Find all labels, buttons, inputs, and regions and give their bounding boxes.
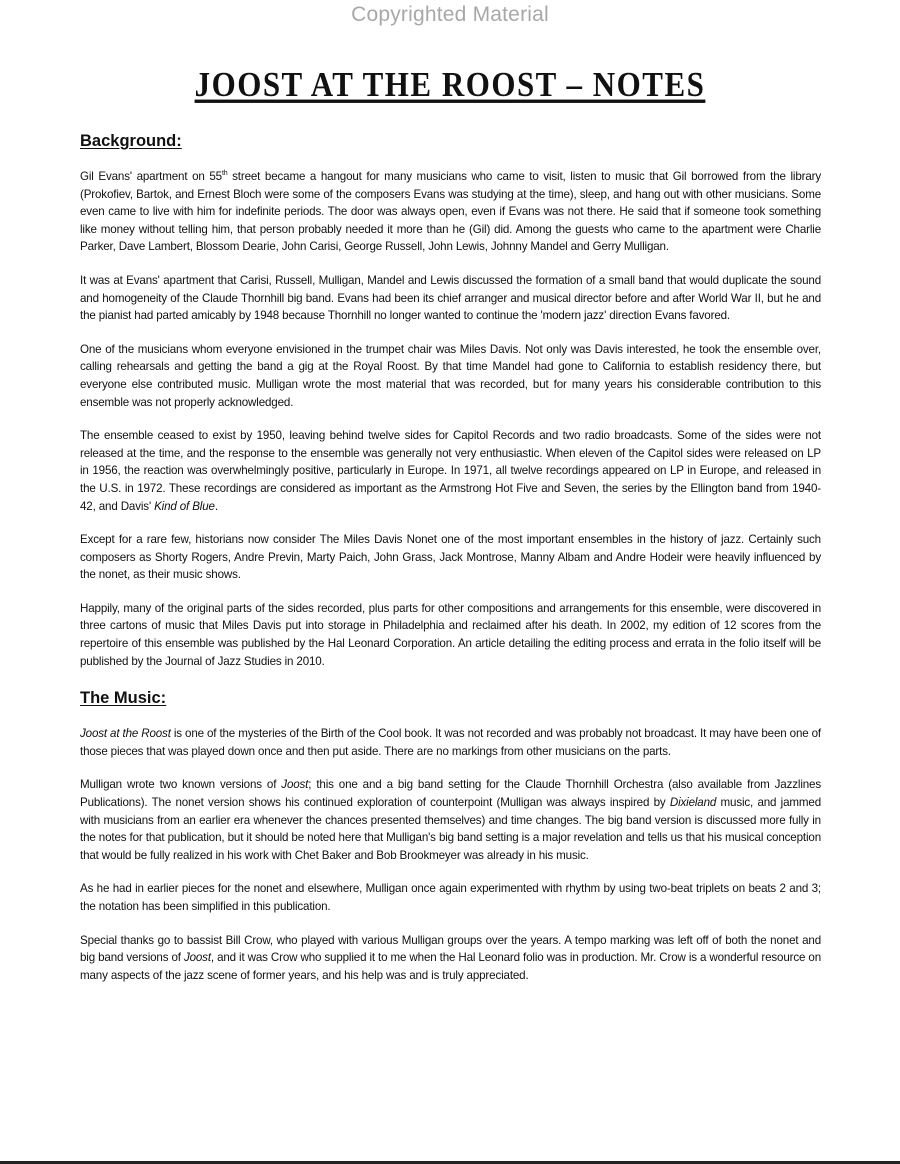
paragraph-music-3: As he had in earlier pieces for the nonet and elsewhere, Mulligan once again experimented with rhythm by using two-beat triplets on beats 2 and 3; the notation has been simplified in this publication. <box>80 882 821 913</box>
paragraph-background-1: Gil Evans' apartment on 55th street became a hangout for many musicians who came to visit, listen to music that Gil borrowed from the library (Prokofiev, Bartok, and Ernest Bloch were some of the composers Evans was studying at the time), sleep, and hang out with other musicians. Some even came to live with him for indefinite periods. The door was always open, even if Evans was not there. He said that if someone took something like money without telling him, that person probably needed it more than he (Gil) did. Among the guests who came to the apartment were Charlie Parker, Dave Lambert, Blossom Dearie, John Carisi, George Russell, John Lewis, Johnny Mandel and Gerry Mulligan. <box>80 170 821 254</box>
paragraph-background-6: Happily, many of the original parts of the sides recorded, plus parts for other compositions and arrangements for this ensemble, were discovered in three cartons of music that Miles Davis put into storage in Philadelphia and reclaimed after his death. In 2002, my edition of 12 scores from the repertoire of this ensemble was published by the Hal Leonard Corporation. An article detailing the editing process and errata in the folio itself will be published by the Journal of Jazz Studies in 2010. <box>80 601 821 668</box>
section-heading-background: Background: <box>80 132 182 150</box>
document-body <box>80 131 821 1000</box>
page-title: JOOST AT THE ROOST – NOTES <box>194 64 706 104</box>
paragraph-music-2: Mulligan wrote two known versions of Joost; this one and a big band setting for the Claude Thornhill Orchestra (also available from Jazzlines Publications). The nonet version shows his continued exploration of counterpoint (Mulligan was always inspired by Dixieland music, and jammed with musicians from an earlier era whenever the chances presented themselves) and time changes. The big band version is discussed more fully in the notes for that publication, but it should be noted here that Mulligan's big band setting is a major revelation and tells us that his musical conception that would be fully realized in his work with Chet Baker and Bob Brookmeyer was already in his music. <box>80 778 821 862</box>
paragraph-background-2: It was at Evans' apartment that Carisi, Russell, Mulligan, Mandel and Lewis discussed the formation of a small band that would duplicate the sound and homogeneity of the Claude Thornhill big band. Evans had been its chief arranger and musical director before and after World War II, but he and the pianist had parted amicably by 1948 because Thornhill no longer wanted to continue the 'modern jazz' direction Evans favored. <box>80 273 821 323</box>
paragraph-music-1: Joost at the Roost is one of the mysteries of the Birth of the Cool book. It was not recorded and was probably not broadcast. It may have been one of those pieces that was played down once and then put aside. There are no markings from other musicians on the parts. <box>80 727 822 758</box>
paragraph-music-4: Special thanks go to bassist Bill Crow, who played with various Mulligan groups over the years. A tempo marking was left off of both the nonet and big band versions of Joost, and it was Crow who supplied it to me when the Hal Leonard folio was in production. Mr. Crow is a wonderful resource on many aspects of the jazz scene of former years, and his help was and is truly appreciated. <box>80 933 821 982</box>
copyright-watermark: Copyrighted Material <box>351 3 549 26</box>
paragraph-background-5: Except for a rare few, historians now consider The Miles Davis Nonet one of the most important ensembles in the history of jazz. Certainly such composers as Shorty Rogers, Andre Previn, Marty Paich, John Grass, Jack Montrose, Manny Albam and Andre Hodeir were heavily influenced by the nonet, as their music shows. <box>80 533 821 582</box>
section-heading-the-music: The Music: <box>80 689 167 708</box>
paragraph-background-4: The ensemble ceased to exist by 1950, leaving behind twelve sides for Capitol Records and two radio broadcasts. Some of the sides were not released at the time, and the response to the ensemble was generally not very enthusiastic. When eleven of the Capitol sides were released on LP in 1956, the reaction was overwhelmingly positive, particularly in Europe. In 1971, all twelve recordings appeared on LP in Europe, and released in the U.S. in 1972. These recordings are considered as important as the Armstrong Hot Five and Seven, the series by the Ellington band from 1940-42, and Davis' Kind of Blue. <box>80 429 821 513</box>
paragraph-background-3: One of the musicians whom everyone envisioned in the trumpet chair was Miles Davis. Not only was Davis interested, he took the ensemble over, calling rehearsals and getting the band a gig at the Royal Roost. By that time Mandel had gone to California to establish residency there, but everyone else contributed music. Mulligan wrote the most material that was recorded, but for many years his considerable contribution to this ensemble was not properly acknowledged. <box>80 342 821 409</box>
